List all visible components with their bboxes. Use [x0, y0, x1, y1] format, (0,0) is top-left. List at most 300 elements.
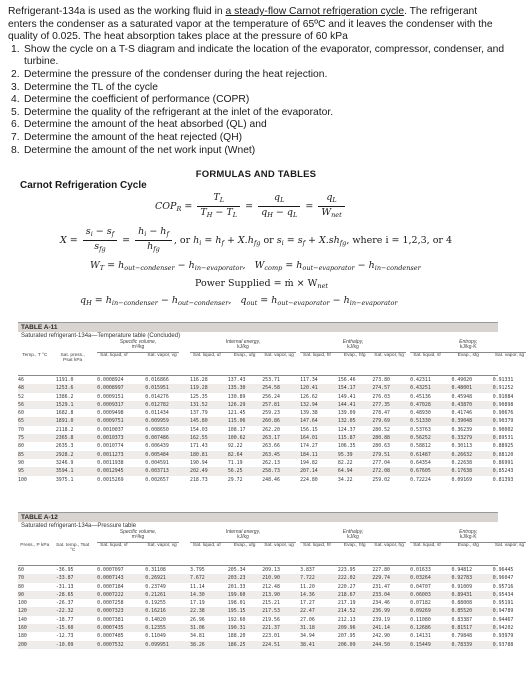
question-number: 3. — [11, 81, 20, 93]
power-text: Power Supplied = ṁ × W — [195, 278, 318, 289]
table-cell: 119.28 — [190, 385, 208, 392]
table-cell: 0.0007184 — [97, 583, 124, 590]
table-cell: 48 — [18, 385, 24, 392]
table-cell: 0.72224 — [410, 476, 431, 483]
table-cell: 120 — [18, 608, 27, 615]
table-cell: 248.46 — [262, 476, 280, 483]
table-cell: 95 — [18, 468, 24, 475]
column-group-header — [190, 340, 296, 353]
table-cell: 14.36 — [300, 591, 315, 598]
table-cell: 0.81517 — [451, 625, 473, 632]
question-text: Determine the amount of the heat absorbed (QL) and — [24, 119, 267, 131]
table-cell: 0.007486 — [145, 435, 169, 442]
table-cell: 2635.3 — [55, 443, 74, 450]
column-header: Sat. vapor, sg — [494, 543, 525, 548]
table-cell: 0.61487 — [410, 451, 431, 458]
table-cell: 0.0009317 — [97, 401, 124, 408]
table-cell: 31.18 — [300, 625, 315, 632]
table-cell: 164.01 — [300, 435, 318, 442]
table-a12 — [18, 512, 525, 649]
table-cell: 259.23 — [262, 410, 280, 417]
column-group-header — [300, 530, 406, 543]
table-cell: 126.29 — [227, 401, 246, 408]
table-cell: 126.62 — [300, 393, 318, 400]
table-cell: 154.17 — [337, 385, 356, 392]
table-cell: 0.0007323 — [97, 608, 124, 615]
table-cell: 0.30113 — [451, 443, 473, 450]
table-cell: 223.01 — [262, 633, 280, 640]
table-cell: 0.48930 — [410, 410, 431, 417]
table-cell: 0.09169 — [451, 476, 473, 483]
where-text: , where i = 1,2,3, or 4 — [346, 235, 453, 246]
table-cell: 0.14131 — [410, 633, 431, 640]
table-cell: 0.95716 — [492, 583, 514, 590]
table-cell: 156.15 — [300, 426, 318, 433]
table-cell: 22.38 — [190, 608, 205, 615]
table-cell: 120.41 — [300, 385, 318, 392]
table-cell: 180.81 — [190, 451, 208, 458]
table-a11-title: TABLE A-11 — [18, 322, 498, 332]
table-cell: 0.26632 — [451, 451, 473, 458]
table-cell: 46 — [18, 377, 24, 383]
table-cell: -26.37 — [55, 600, 74, 607]
table-cell: 34.81 — [190, 633, 205, 640]
power-subscript: net — [317, 282, 329, 290]
table-cell: 64.94 — [337, 468, 353, 475]
intro-start: Refrigerant-134a is used as the working fluid in — [8, 6, 226, 17]
question-number: 7. — [11, 131, 20, 143]
table-cell: 0.26921 — [145, 575, 166, 582]
table-cell: 149.41 — [337, 393, 356, 400]
table-cell: 0.0010373 — [97, 435, 124, 442]
table-cell: 257.81 — [262, 401, 280, 408]
table-cell: 209.13 — [262, 567, 280, 573]
table-cell: 190.31 — [227, 625, 246, 632]
column-header: Sat. liquid, hf — [303, 543, 331, 548]
table-cell: 218.73 — [190, 476, 208, 483]
table-cell: 212.48 — [262, 583, 280, 590]
table-cell: -33.87 — [55, 575, 74, 582]
table-cell: 11.20 — [300, 583, 315, 590]
table-cell: 31.06 — [190, 625, 205, 632]
table-cell: 263.45 — [262, 451, 280, 458]
table-cell: 0.64354 — [410, 459, 431, 466]
table-cell: 273.80 — [372, 377, 390, 383]
column-header: Sat. vapor, sg — [494, 353, 525, 358]
group-unit: kJ/kg — [347, 534, 359, 541]
table-cell: 0.11049 — [145, 633, 166, 640]
table-cell: 221.37 — [262, 625, 280, 632]
table-cell: 214.52 — [337, 608, 356, 615]
table-cell: 280.63 — [372, 443, 390, 450]
table-row — [18, 599, 514, 607]
table-cell: 34.22 — [337, 476, 353, 483]
table-cell: 17.19 — [190, 600, 205, 607]
column-header: Temp., T °C — [22, 353, 48, 358]
table-cell: 233.04 — [372, 591, 390, 598]
table-cell: 0.008650 — [145, 426, 169, 433]
table-a11-subtitle: Saturated refrigerant-134a—Temperature table (Concluded) — [21, 333, 181, 339]
table-cell: 0.45136 — [410, 393, 431, 400]
question-list — [8, 44, 506, 157]
question-text: Determine the amount of the heat rejected (QH) — [24, 131, 243, 143]
table-row — [18, 384, 514, 392]
table-row — [18, 451, 514, 459]
question-item — [8, 119, 506, 132]
table-row — [18, 442, 514, 450]
table-cell: 0.89531 — [492, 435, 514, 442]
table-cell: 0.003713 — [145, 468, 169, 475]
group-unit: kJ/kg·K — [459, 344, 477, 351]
table-row — [18, 409, 514, 417]
cop-fraction-2: $\frac{q_L}{q_H - q_L}$ — [258, 192, 300, 221]
table-cell: 156.46 — [337, 377, 356, 383]
table-cell: 3.837 — [300, 567, 315, 573]
table-cell: 242.90 — [372, 633, 390, 640]
table-cell: 206.09 — [337, 641, 356, 648]
table-cell: 224.80 — [300, 476, 318, 483]
table-cell: 0.012782 — [145, 401, 169, 408]
table-cell: 0.0007222 — [97, 591, 124, 598]
table-cell: 145.80 — [190, 418, 208, 425]
table-cell: 0.93788 — [492, 641, 514, 648]
table-cell: -18.77 — [55, 616, 74, 623]
question-number: 4. — [11, 94, 20, 106]
question-number: 1. — [11, 43, 20, 55]
table-cell: 184.11 — [300, 451, 318, 458]
table-cell: 100 — [18, 476, 27, 483]
table-cell: 17.27 — [300, 600, 315, 607]
table-a12-title: TABLE A-12 — [18, 512, 498, 522]
table-cell: 0.78339 — [451, 641, 473, 648]
table-cell: 0.0012945 — [97, 468, 124, 475]
table-cell: 3975.1 — [55, 476, 74, 483]
table-cell: 154.03 — [190, 426, 208, 433]
column-header: Sat. temp., Tsat °C — [56, 543, 90, 554]
table-cell: 100 — [18, 600, 27, 607]
column-header: Sat. liquid, vf — [100, 353, 128, 358]
table-cell: 217.53 — [262, 608, 280, 615]
table-cell: 220.27 — [337, 583, 356, 590]
column-group-header — [300, 340, 406, 353]
table-row — [18, 607, 514, 615]
problem-statement — [8, 6, 506, 157]
table-cell: 278.47 — [372, 410, 390, 417]
table-cell: 0.47028 — [410, 401, 431, 408]
table-cell: 0.43251 — [410, 385, 431, 392]
group-label: Internal energy, — [225, 529, 261, 535]
table-row — [18, 434, 514, 442]
table-cell: 0.12686 — [410, 625, 431, 632]
table-cell: 0.0011273 — [97, 451, 124, 458]
table-cell: 279.69 — [372, 418, 390, 425]
column-group-header — [410, 530, 526, 543]
table-cell: -10.09 — [55, 641, 74, 648]
table-cell: 82.64 — [227, 451, 243, 458]
table-cell: 0.004591 — [145, 459, 169, 466]
table-a12-body — [18, 566, 514, 649]
table-cell: 0.91331 — [492, 377, 514, 383]
table-cell: 125.35 — [190, 393, 208, 400]
group-unit: kJ/kg·K — [459, 534, 477, 541]
table-cell: 132.05 — [337, 418, 356, 425]
table-cell: 0.23749 — [145, 583, 166, 590]
table-cell: -15.60 — [55, 625, 74, 632]
intro-underlined: a steady-flow Carnot refrigeration cycle — [225, 6, 405, 17]
column-header: Sat. press., Psat kPa — [60, 353, 85, 364]
column-header: Sat. vapor, vg — [147, 543, 177, 548]
group-label: Specific volume, — [119, 529, 157, 535]
table-cell: 0.94812 — [451, 567, 473, 573]
question-item — [8, 44, 506, 69]
table-cell: 0.90898 — [492, 401, 514, 408]
column-header: Sat. vapor, ug — [264, 353, 294, 358]
table-cell: 0.95434 — [492, 591, 514, 598]
table-cell: 198.01 — [227, 600, 246, 607]
table-cell: 100.62 — [227, 435, 246, 442]
table-cell: 0.016866 — [145, 377, 169, 383]
column-header: Evap., hfg — [343, 353, 366, 358]
column-header: Sat. vapor, hg — [374, 543, 404, 548]
question-text: Determine the amount of the net work input (Wnet) — [24, 144, 256, 156]
group-label: Specific volume, — [119, 339, 157, 345]
table-cell: 115.06 — [227, 418, 246, 425]
table-cell: 180 — [18, 633, 27, 640]
group-label: Internal energy, — [225, 339, 261, 345]
table-cell: 0.015951 — [145, 385, 169, 392]
table-cell: 95.39 — [337, 451, 353, 458]
table-cell: 241.14 — [372, 625, 390, 632]
table-cell: 7.722 — [300, 575, 315, 582]
table-cell: 0.17638 — [451, 468, 473, 475]
table-cell: 56 — [18, 401, 24, 408]
cop-equation: $COP_R$ = $\frac{T_L}{T_H - T_L}$ = $\frac{q_L}{q_H - q_L}$ = $\frac{q_L}{W_{net}}$ — [155, 192, 347, 221]
table-cell: 71.19 — [227, 459, 243, 466]
table-cell: -22.32 — [55, 608, 74, 615]
table-cell: 0.06003 — [410, 591, 431, 598]
heat-equation: $q_H = h_{in-condenser} - h_{out-condenser}$, $q_{out} = h_{out-evaporator} - h_{in-evaporator}$ — [80, 295, 398, 307]
question-text: Determine the pressure of the condenser during the heat rejection. — [24, 68, 328, 80]
table-cell: 244.50 — [372, 641, 390, 648]
group-unit: m³/kg — [131, 534, 145, 541]
table-cell: 7.672 — [190, 575, 205, 582]
table-cell: 207.95 — [337, 633, 356, 640]
table-cell: 135.30 — [227, 385, 246, 392]
table-cell: 279.51 — [372, 451, 390, 458]
table-cell: 0.0011938 — [97, 459, 124, 466]
question-text: Determine the TL of the cycle — [24, 81, 158, 93]
table-cell: 0.31108 — [145, 567, 166, 573]
table-row — [18, 401, 514, 409]
table-cell: 2928.2 — [55, 451, 74, 458]
table-cell: 137.43 — [227, 377, 246, 383]
table-cell: 70 — [18, 426, 24, 433]
table-cell: 115.87 — [337, 435, 356, 442]
table-cell: 0.93979 — [492, 633, 514, 640]
question-item — [8, 107, 506, 120]
table-cell: 0.0007485 — [97, 633, 124, 640]
table-cell: 239.19 — [372, 616, 390, 623]
table-cell: 65 — [18, 418, 24, 425]
table-cell: 0.88925 — [492, 443, 514, 450]
intro-end: . The refrigerant enters the condenser as a saturated vapor at the temperature of 65ºC and it leaves the condenser with the quality of 0.025. The heat absorption takes place at the pressure of 60 kPa — [8, 6, 493, 43]
table-cell: 0.19255 — [145, 600, 166, 607]
table-cell: 85 — [18, 451, 24, 458]
table-cell: 60 — [18, 567, 24, 573]
group-label: Entropy, — [459, 529, 478, 535]
question-item — [8, 69, 506, 82]
table-cell: 0.42311 — [410, 377, 431, 383]
table-cell: 0.11080 — [410, 616, 431, 623]
table-cell: 195.15 — [227, 608, 246, 615]
table-cell: 0.21261 — [145, 591, 166, 598]
table-cell: 231.47 — [372, 583, 390, 590]
table-cell: 199.60 — [227, 591, 246, 598]
table-cell: 201.33 — [227, 583, 246, 590]
table-cell: 132.94 — [300, 401, 318, 408]
cop-fraction-3: $\frac{q_L}{W_{net}}$ — [318, 192, 344, 221]
table-cell: 0.0007258 — [97, 600, 124, 607]
table-cell: 219.56 — [262, 616, 280, 623]
table-cell: 0.099951 — [145, 641, 169, 648]
table-cell: 188.20 — [227, 633, 246, 640]
table-cell: 190.94 — [190, 459, 208, 466]
table-cell: 0.79848 — [451, 633, 473, 640]
table-a12-subtitle: Saturated refrigerant-134a—Pressure table — [21, 523, 137, 529]
column-header: Sat. vapor, ug — [264, 543, 294, 548]
table-cell: 259.02 — [372, 476, 390, 483]
table-cell: 0.014276 — [145, 393, 169, 400]
table-cell: 0.91009 — [451, 583, 473, 590]
table-cell: 0.96047 — [492, 575, 514, 582]
table-cell: 236.99 — [372, 608, 390, 615]
table-cell: 0.39048 — [451, 418, 473, 425]
group-unit: kJ/kg — [237, 344, 249, 351]
table-row — [18, 459, 514, 467]
table-cell: 144.41 — [337, 401, 356, 408]
table-cell: 0.01633 — [410, 567, 431, 573]
table-cell: 80 — [18, 443, 24, 450]
column-header: Evap., ufg — [233, 543, 256, 548]
table-cell: 3246.9 — [55, 459, 74, 466]
table-row — [18, 467, 514, 475]
table-cell: 56.25 — [227, 468, 243, 475]
column-header: Sat. liquid, vf — [100, 543, 128, 548]
table-cell: 258.73 — [262, 468, 280, 475]
table-cell: 90 — [18, 591, 24, 598]
table-cell: 0.0007532 — [97, 641, 124, 648]
table-cell: 0.41746 — [451, 410, 473, 417]
table-cell: 1682.8 — [55, 410, 74, 417]
column-header: Evap., hfg — [343, 543, 366, 548]
table-cell: 262.13 — [262, 459, 280, 466]
table-cell: 272.08 — [372, 468, 390, 475]
table-cell: 0.94467 — [492, 616, 514, 623]
table-cell: 121.45 — [227, 410, 246, 417]
table-cell: 0.92783 — [451, 575, 473, 582]
table-cell: 92.22 — [227, 443, 243, 450]
table-cell: 210.90 — [262, 575, 280, 582]
table-cell: 0.49020 — [451, 377, 473, 383]
question-item — [8, 82, 506, 95]
table-cell: 1891.0 — [55, 418, 74, 425]
table-cell: 186.25 — [227, 641, 246, 648]
table-cell: 213.90 — [262, 591, 280, 598]
table-cell: 0.0008924 — [97, 377, 124, 383]
column-group-header — [410, 340, 526, 353]
table-cell: 200 — [18, 641, 27, 648]
table-cell: 0.81393 — [492, 476, 514, 483]
table-row — [18, 393, 514, 401]
table-cell: 277.35 — [372, 401, 390, 408]
table-cell: 52 — [18, 393, 24, 400]
table-cell: 108.17 — [227, 426, 246, 433]
column-header: Sat. vapor, hg — [374, 353, 404, 358]
table-cell: 60 — [18, 410, 24, 417]
table-cell: 222.02 — [337, 575, 356, 582]
column-header: Sat. liquid, uf — [192, 353, 221, 358]
table-cell: 26.96 — [190, 616, 205, 623]
table-cell: 277.04 — [372, 459, 390, 466]
table-cell: 2118.2 — [55, 426, 74, 433]
table-cell: 0.90676 — [492, 410, 514, 417]
column-header: Sat. vapor, vg — [147, 353, 177, 358]
group-unit: m³/kg — [131, 344, 145, 351]
table-cell: 80 — [18, 583, 24, 590]
table-cell: 0.91084 — [492, 393, 514, 400]
table-cell: 0.94202 — [492, 625, 514, 632]
table-row — [18, 632, 514, 640]
table-cell: 0.83387 — [451, 616, 473, 623]
work-equation: $W_T = h_{out-condenser} - h_{in-evaporator}$, $W_{comp} = h_{out-evaporator} - h_{in-condenser}$ — [90, 260, 421, 272]
group-label: Enthalpy, — [342, 339, 364, 345]
table-cell: 139.09 — [337, 410, 356, 417]
table-cell: 280.88 — [372, 435, 390, 442]
column-header: Sat. liquid, sf — [413, 353, 441, 358]
table-cell: 0.0015269 — [97, 476, 124, 483]
table-cell: 0.011434 — [145, 410, 169, 417]
column-header: Evap., sfg — [457, 353, 479, 358]
table-cell: 0.89431 — [451, 591, 473, 598]
table-cell: 130.89 — [227, 393, 246, 400]
table-cell: 263.66 — [262, 443, 280, 450]
table-cell: 174.27 — [300, 443, 318, 450]
table-cell: 202.49 — [190, 468, 208, 475]
table-cell: 0.16216 — [145, 608, 166, 615]
table-row — [18, 591, 514, 599]
question-number: 5. — [11, 106, 20, 118]
table-cell: 0.58812 — [410, 443, 431, 450]
table-cell: 0.22638 — [451, 459, 473, 466]
table-cell: 203.23 — [227, 575, 246, 582]
column-header: Evap., sfg — [457, 543, 479, 548]
formulas-heading: FORMULAS AND TABLES — [195, 169, 317, 180]
question-number: 6. — [11, 119, 20, 131]
table-cell: 253.71 — [262, 377, 280, 383]
table-cell: -28.65 — [55, 591, 74, 598]
table-cell: 0.0008997 — [97, 385, 124, 392]
table-row — [18, 641, 514, 649]
table-cell: 3594.1 — [55, 468, 74, 475]
table-cell: 1253.6 — [55, 385, 74, 392]
table-cell: 0.005484 — [145, 451, 169, 458]
group-label: Entropy, — [459, 339, 478, 345]
question-text: Show the cycle on a T-S diagram and indicate the location of the evaporator, compressor, condenser, and turbine. — [24, 43, 505, 68]
table-cell: 131.52 — [190, 401, 208, 408]
table-cell: 205.34 — [227, 567, 246, 573]
table-cell: 276.03 — [372, 393, 390, 400]
table-a11-header — [18, 339, 525, 376]
